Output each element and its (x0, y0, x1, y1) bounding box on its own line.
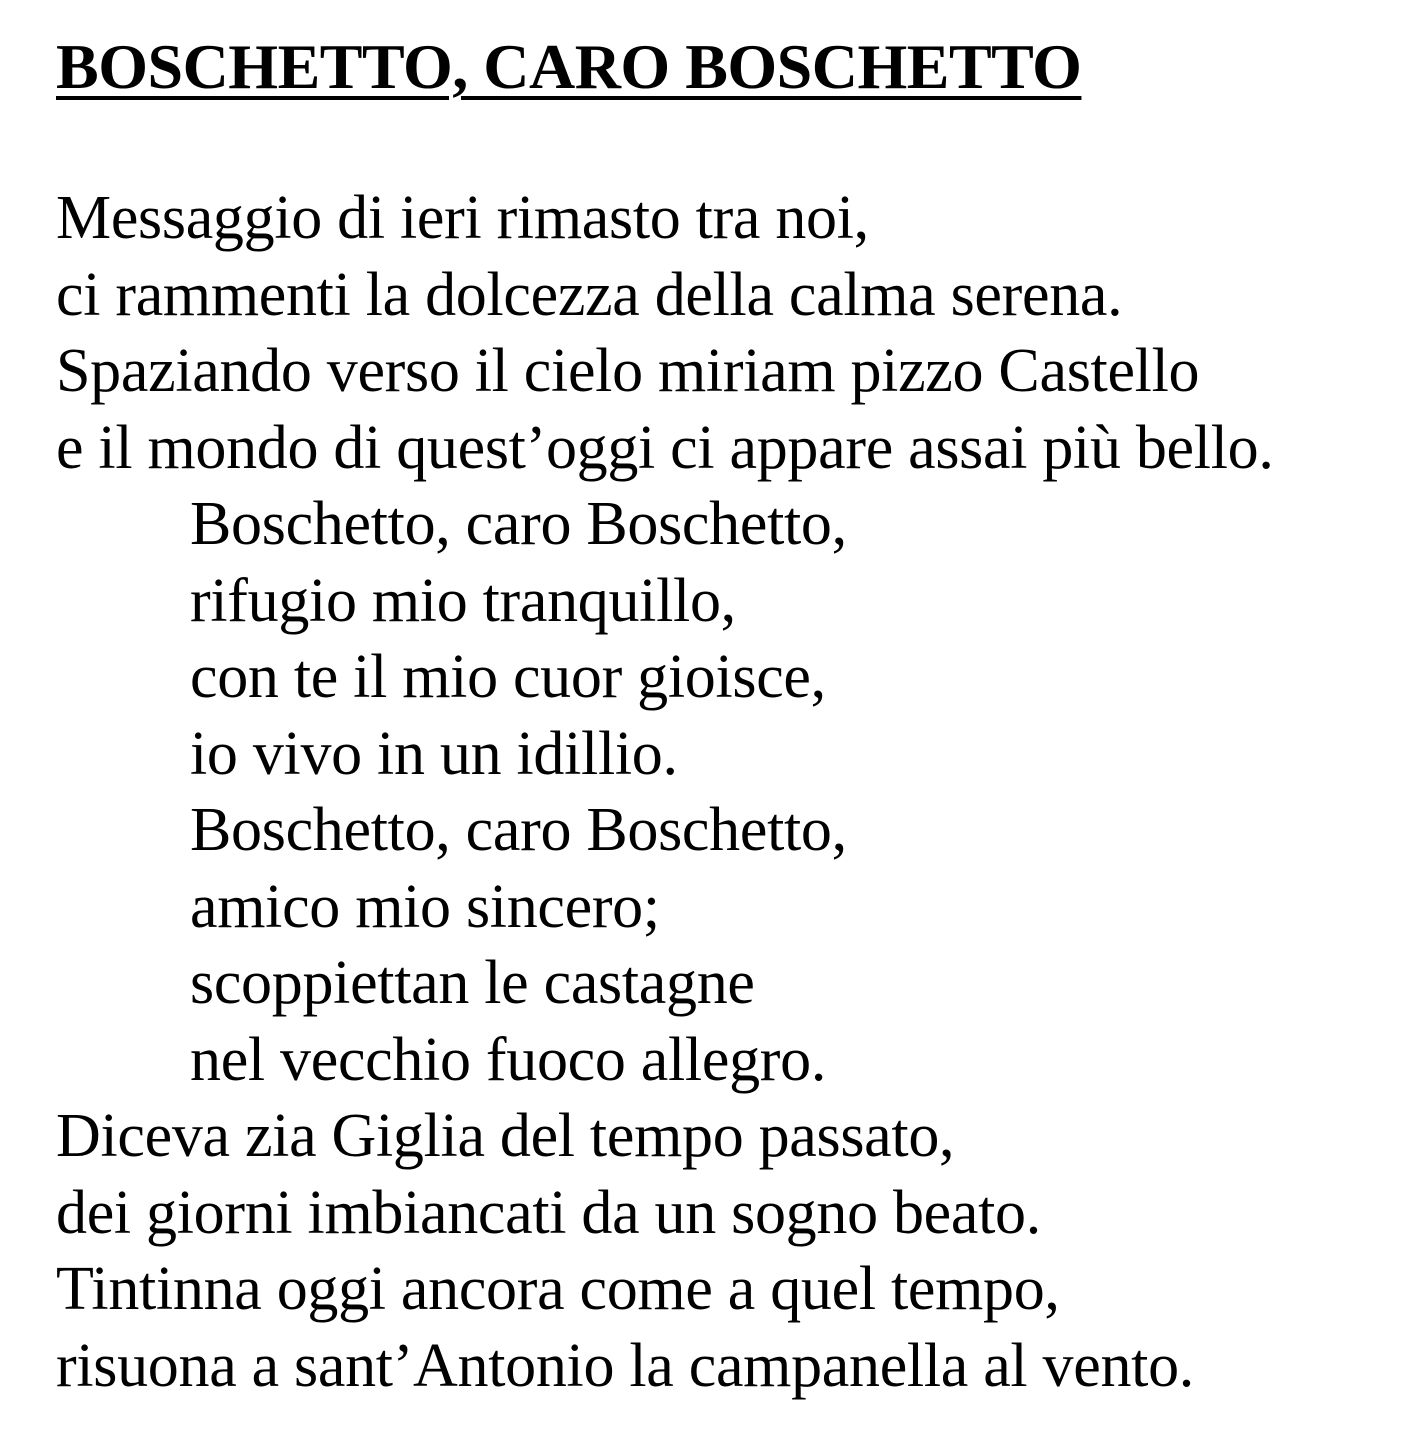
chorus-line-8: nel vecchio fuoco allegro. (190, 1025, 827, 1094)
chorus-line-5: Boschetto, caro Boschetto, (190, 796, 847, 864)
stanza1-line-4: e il mondo di quest’oggi ci appare assai più bello. (56, 413, 1274, 482)
stanza2-line-1: Diceva zia Giglia del tempo passato, (56, 1102, 955, 1170)
stanza1-line-1: Messaggio di ieri rimasto tra noi, (56, 184, 869, 252)
chorus-line-6: amico mio sincero; (190, 872, 660, 941)
chorus-line-4: io vivo in un idillio. (190, 719, 678, 788)
chorus-line-1: Boschetto, caro Boschetto, (190, 490, 847, 558)
stanza2-line-4: risuona a sant’Antonio la campanella al vento. (56, 1331, 1194, 1400)
chorus-line-2: rifugio mio tranquillo, (190, 566, 736, 635)
stanza1-line-2: ci rammenti la dolcezza della calma serena. (56, 260, 1123, 329)
chorus-line-7: scoppiettan le castagne (190, 949, 755, 1017)
stanza1-line-3: Spaziando verso il cielo miriam pizzo Castello (56, 337, 1200, 405)
stanza2-line-3: Tintinna oggi ancora come a quel tempo, (56, 1255, 1060, 1323)
stanza2-line-2: dei giorni imbiancati da un sogno beato. (56, 1178, 1041, 1247)
poem-title: BOSCHETTO, CARO BOSCHETTO (56, 31, 1082, 102)
chorus-line-3: con te il mio cuor gioisce, (190, 643, 826, 711)
poem-body (56, 180, 1274, 1404)
